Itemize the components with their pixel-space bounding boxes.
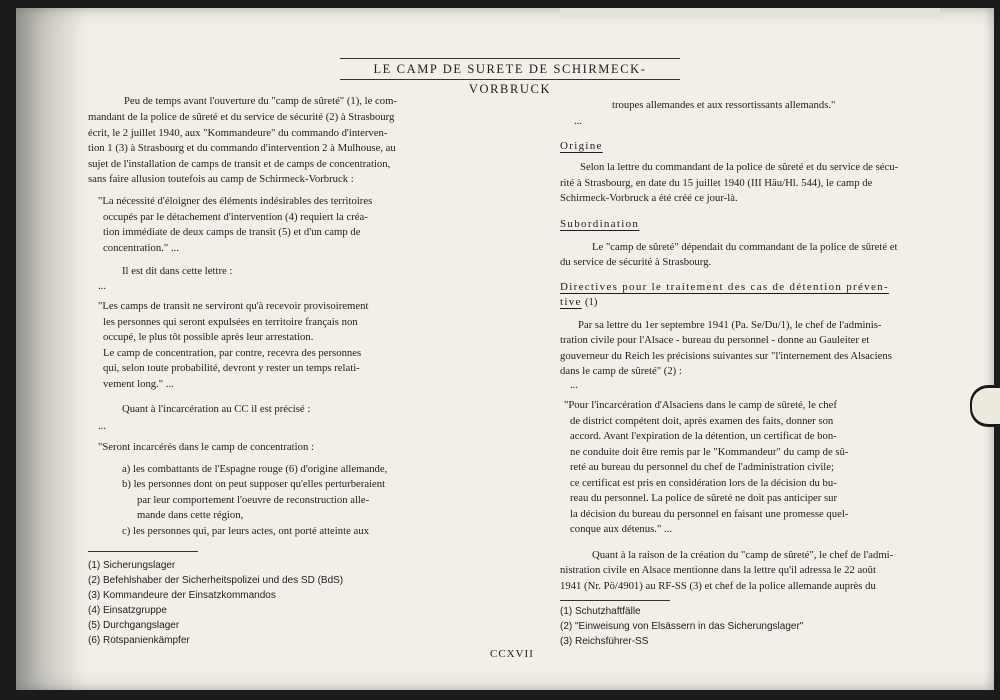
- left-list-item: a) les combattants de l'Espagne rouge (6) d'origine allemande,: [122, 463, 388, 475]
- left-footnote: (6) Rotspanienkämpfer: [88, 635, 190, 646]
- left-quote-line: "La nécessité d'éloigner des éléments indésirables des territoires: [98, 195, 373, 207]
- right-paragraph-line: Le "camp de sûreté" dépendait du commandant de la police de sûreté et: [592, 241, 898, 253]
- right-paragraph-line: gouverneur du Reich les précisions suivantes sur "l'internement des Alsaciens: [560, 350, 892, 362]
- right-footnote: (2) "Einweisung von Elsässern in das Sicherungslager": [560, 621, 804, 632]
- left-footnote: (1) Sicherungslager: [88, 560, 176, 571]
- left-quote-line: les personnes qui seront expulsées en territoire français non: [103, 316, 358, 328]
- page-tab-paper: [972, 388, 1000, 424]
- left-footnote-rule: [88, 551, 198, 552]
- left-list-item: b) les personnes dont on peut supposer qu'elles perturberaient: [122, 478, 386, 490]
- right-ellipsis: ...: [570, 379, 579, 391]
- left-quote-line: concentration." ...: [103, 242, 179, 254]
- right-quote-line: ne conduite doit être remis par le "Kommandeur" du camp de sû-: [570, 446, 849, 458]
- right-quote-line: troupes allemandes et aux ressortissants allemands.": [612, 99, 836, 111]
- left-paragraph-line: écrit, le 2 juillet 1940, aux "Kommandeure" du commando d'interven-: [88, 127, 388, 139]
- next-page-edge: [560, 8, 940, 18]
- left-quote-line: qui, selon toute probabilité, devront y rester un temps relati-: [103, 362, 360, 374]
- left-list-item: mande dans cette région,: [137, 509, 244, 521]
- right-footnote: (3) Reichsführer-SS: [560, 636, 649, 647]
- right-quote-line: "Pour l'incarcération d'Alsaciens dans le camp de sûreté, le chef: [564, 399, 837, 411]
- left-ellipsis: ...: [98, 280, 107, 292]
- left-list-item: par leur comportement l'oeuvre de reconstruction alle-: [137, 494, 370, 506]
- left-ellipsis: ...: [98, 420, 107, 432]
- right-footnote-rule: [560, 600, 670, 601]
- right-paragraph-line: Par sa lettre du 1er septembre 1941 (Pa. Se/Du/1), le chef de l'adminis-: [578, 319, 882, 331]
- heading-origine: Origine: [560, 140, 603, 152]
- page-fold-shadow: [16, 8, 86, 690]
- heading-directives-cont: tive: [560, 296, 582, 308]
- heading-directives: Directives pour le traitement des cas de détention préven-: [560, 281, 889, 293]
- left-quote-line: tion immédiate de deux camps de transit (5) et d'un camp de: [103, 226, 361, 238]
- page-title: LE CAMP DE SURETE DE SCHIRMECK-VORBRUCK: [340, 58, 680, 80]
- left-footnote: (2) Befehlshaber der Sicherheitspolizei und des SD (BdS): [88, 575, 344, 586]
- right-paragraph-line: dans le camp de sûreté" (2) :: [560, 365, 682, 377]
- left-footnote: (3) Kommandeure der Einsatzkommandos: [88, 590, 276, 601]
- right-footnote: (1) Schutzhaftfälle: [560, 606, 641, 617]
- right-paragraph-line: 1941 (Nr. Pö/4901) au RF-SS (3) et chef de la police allemande auprès du: [560, 580, 876, 592]
- right-quote-line: reau du personnel. La police de sûreté ne doit pas anticiper sur: [570, 492, 838, 504]
- right-quote-line: la décision du bureau du personnel en faisant une promesse quel-: [570, 508, 849, 520]
- right-quote-line: accord. Avant l'expiration de la détention, un certificat de bon-: [570, 430, 837, 442]
- left-footnote: (4) Einsatzgruppe: [88, 605, 167, 616]
- left-quote-line: vement long." ...: [103, 378, 174, 390]
- right-paragraph-line: Schirmeck-Vorbruck a été créé ce jour-là.: [560, 192, 738, 204]
- right-ellipsis: ...: [574, 115, 583, 127]
- left-list-item: c) les personnes qui, par leurs actes, ont porté atteinte aux: [122, 525, 369, 537]
- left-quote-line: occupé, le plus tôt possible après leur arrestation.: [103, 331, 314, 343]
- heading-directives-note: (1): [585, 296, 598, 308]
- left-paragraph-line: tion 1 (3) à Strasbourg et du commando d'intervention 2 à Mulhouse, au: [88, 142, 396, 154]
- left-footnote: (5) Durchgangslager: [88, 620, 180, 631]
- left-quote-line: "Seront incarcérés dans le camp de concentration :: [98, 441, 314, 453]
- right-quote-line: ce certificat est pris en considération lors de la décision du bu-: [570, 477, 837, 489]
- right-paragraph-line: rité à Strasbourg, en date du 15 juillet 1940 (III Häu/Hl. 544), le camp de: [560, 177, 873, 189]
- left-paragraph-line: Il est dit dans cette lettre :: [122, 265, 233, 277]
- right-paragraph-line: du service de sécurité à Strasbourg.: [560, 256, 712, 268]
- right-quote-line: de district compétent doit, après examen des faits, donner son: [570, 415, 834, 427]
- left-paragraph-line: Peu de temps avant l'ouverture du "camp de sûreté" (1), le com-: [124, 95, 397, 107]
- left-paragraph-line: sans faire allusion toutefois au camp de Schirmeck-Vorbruck :: [88, 173, 354, 185]
- left-quote-line: occupés par le détachement d'intervention (4) requiert la créa-: [103, 211, 368, 223]
- right-paragraph-line: Quant à la raison de la création du "camp de sûreté", le chef de l'admi-: [592, 549, 894, 561]
- heading-subordination: Subordination: [560, 218, 640, 230]
- right-paragraph-line: Selon la lettre du commandant de la police de sûreté et du service de sécu-: [580, 161, 899, 173]
- right-quote-line: conque aux détenus." ...: [570, 523, 673, 535]
- left-paragraph-line: Quant à l'incarcération au CC il est précisé :: [122, 403, 311, 415]
- left-paragraph-line: sujet de l'installation de camps de transit et de camps de concentration,: [88, 158, 391, 170]
- left-quote-line: "Les camps de transit ne serviront qu'à recevoir provisoirement: [98, 300, 369, 312]
- page-number: CCXVII: [490, 648, 534, 660]
- right-paragraph-line: tration civile pour l'Alsace - bureau du personnel - donne au Gauleiter et: [560, 334, 870, 346]
- left-quote-line: Le camp de concentration, par contre, recevra des personnes: [103, 347, 362, 359]
- right-quote-line: reté au bureau du personnel du chef de l'administration civile;: [570, 461, 834, 473]
- right-paragraph-line: nistration civile en Alsace mentionne dans la lettre qu'il adressa le 22 août: [560, 564, 876, 576]
- left-paragraph-line: mandant de la police de sûreté et du service de sécurité (2) à Strasbourg: [88, 111, 395, 123]
